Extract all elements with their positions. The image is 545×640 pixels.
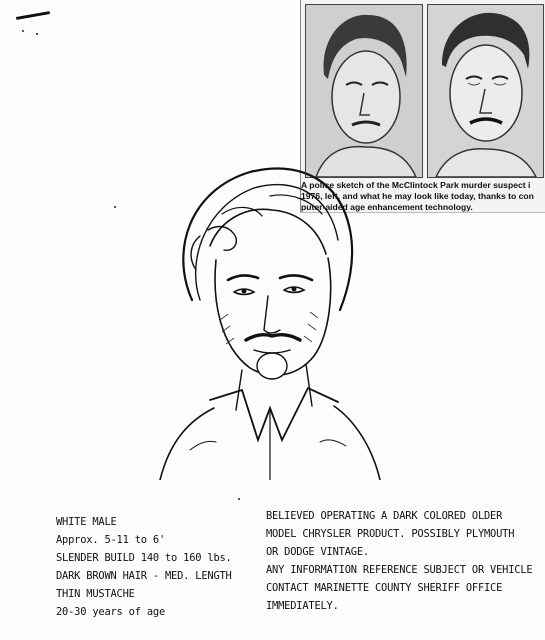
caption-line: A police sketch of the McClintock Park murder suspect i: [301, 180, 531, 190]
vehicle-and-contact-info: [266, 507, 536, 615]
description-line: THIN MUSTACHE: [56, 588, 135, 600]
description-line: 20-30 years of age: [56, 606, 166, 618]
info-line: BELIEVED OPERATING A DARK COLORED OLDER: [266, 510, 503, 522]
info-line: CONTACT MARINETTE COUNTY SHERIFF OFFICE: [266, 582, 503, 594]
caption-line: 1976, left, and what he may look like today, thanks to con: [301, 191, 534, 201]
age-enhanced-image: [427, 4, 544, 178]
speck: [22, 30, 24, 32]
info-line: ANY INFORMATION REFERENCE SUBJECT OR VEHICLE: [266, 564, 533, 576]
description-line: DARK BROWN HAIR - MED. LENGTH: [56, 570, 232, 582]
speck: [114, 206, 116, 208]
description-line: Approx. 5-11 to 6': [56, 534, 166, 546]
suspect-sketch: [150, 150, 390, 480]
info-line: MODEL CHRYSLER PRODUCT. POSSIBLY PLYMOUTH: [266, 528, 515, 540]
pen-mark: [16, 11, 50, 20]
description-line: SLENDER BUILD 140 to 160 lbs.: [56, 552, 232, 564]
suspect-description: [56, 513, 256, 621]
speck: [238, 498, 240, 500]
speck: [36, 33, 38, 35]
caption-line: puter-aided age enhancement technology.: [301, 202, 473, 212]
info-line: IMMEDIATELY.: [266, 600, 339, 612]
description-line: WHITE MALE: [56, 516, 117, 528]
info-line: OR DODGE VINTAGE.: [266, 546, 369, 558]
